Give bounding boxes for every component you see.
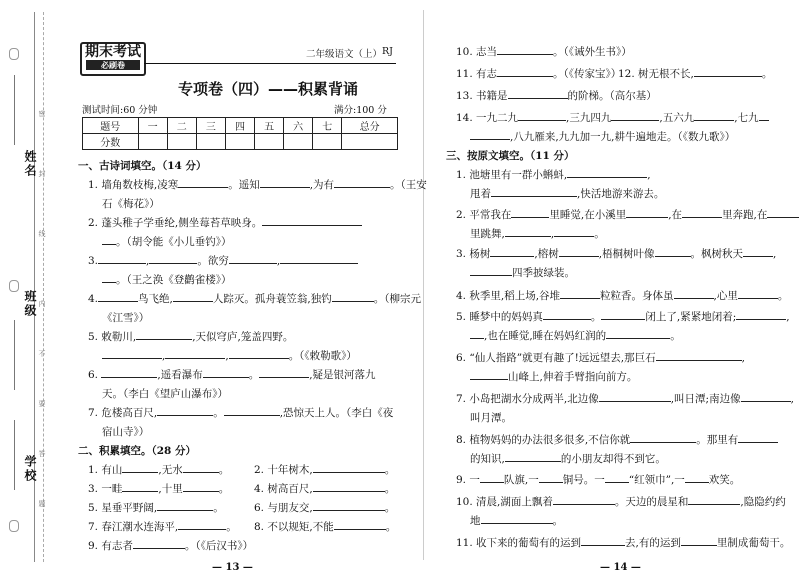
question-line: 3. , 。欲穷 , [88,253,358,268]
edition-label: RJ [382,46,393,57]
answer-blank[interactable] [511,207,549,218]
full-score: 满分:100 分 [334,105,387,116]
answer-blank[interactable] [738,288,778,299]
answer-blank[interactable] [224,405,280,416]
answer-blank[interactable] [229,348,289,359]
answer-blank[interactable] [470,265,512,276]
answer-blank[interactable] [334,519,386,530]
exam-logo: 期末考试 必刷卷 [80,42,146,76]
page-number: — 13 — [212,562,253,573]
answer-blank[interactable] [759,110,769,121]
answer-blank[interactable] [122,481,158,492]
answer-blank[interactable] [102,272,116,283]
score-cell: 三 [196,118,225,134]
test-time: 测试时间:60 分钟 [82,105,158,116]
section-heading: 二、积累填空。（28 分） [78,445,197,457]
answer-blank[interactable] [313,481,385,492]
question-line: 3. 杨树 ,榕树 ,梧桐树叶像 。枫树秋天 , [456,248,777,260]
answer-blank[interactable] [334,177,390,188]
answer-blank[interactable] [98,291,138,302]
question-line: 1. 有山 ,无水 。 [88,464,230,476]
school-write-line[interactable] [14,420,15,490]
question-line: 8. 植物妈妈的办法很多很多,不信你就 。那里有 [456,432,778,447]
answer-blank[interactable] [481,513,553,524]
answer-blank[interactable] [480,472,504,483]
answer-blank[interactable] [694,66,762,77]
binding-hole [9,520,19,532]
seal-char: 线 [38,230,46,237]
score-cell: 总分 [342,118,398,134]
answer-blank[interactable] [491,186,577,197]
question-line: 1. 墙角数枝梅,凌寒 。遥知 ,为有 。（王安 [88,179,427,191]
question-line: 7. 小岛把湖水分成两半,北边像 ,叫日潭;南边像 , [456,393,794,405]
answer-blank[interactable] [262,215,362,226]
question-line: 《江雪》） [102,312,150,324]
score-table-score-row [83,134,398,150]
score-cell: 七 [313,118,342,134]
answer-blank[interactable] [599,391,671,402]
score-input-cell[interactable] [284,134,313,150]
question-line: 2. 平常我在 里睡觉,在小溪里 ,在 里奔跑,在 [456,207,799,222]
score-cell: 四 [225,118,254,134]
binding-hole [9,48,19,60]
answer-blank[interactable] [260,177,310,188]
answer-blank[interactable] [626,207,668,218]
answer-blank[interactable] [601,309,645,320]
question-line: 5. 睡梦中的妈妈真 。 闭上了,紧紧地闭着; , [456,311,790,323]
answer-blank[interactable] [738,432,778,443]
question-line: 11. 收下来的葡萄有的运到 去,有的运到 里制成葡萄干。 [456,537,791,549]
question-line: 12. 树无根不长, 。 [618,68,773,80]
question-line: 10. 志当 。（《诫外生书》） [456,46,632,58]
page-title: 专项卷（四）——积累背诵 [177,80,358,98]
score-input-cell[interactable] [196,134,225,150]
class-label: 班级 [23,290,37,318]
section-heading: 一、古诗词填空。（14 分） [78,160,207,172]
question-line: 3. 一畦 ,十里 。 [88,483,230,495]
answer-blank[interactable] [136,329,192,340]
question-line: ,八九雁来,九九加一九,耕牛遍地走。（《数九歌》） [470,129,735,144]
answer-blank[interactable] [674,288,714,299]
question-line: 4. 秋季里,稻上场,谷堆 粒粒香。身体虽 ,心里 。 [456,290,789,302]
answer-blank[interactable] [559,246,599,257]
name-label: 姓名 [23,150,37,178]
question-line: 7. 危楼高百尺, 。 ,恐惊天上人。（李白《夜 [88,407,394,419]
score-input-cell[interactable] [313,134,342,150]
answer-blank[interactable] [203,367,249,378]
answer-blank[interactable] [656,350,742,361]
question-line: 2. 蓬头稚子学垂纶,侧坐莓苔草映身。 [88,215,362,230]
page-divider [423,10,424,560]
answer-blank[interactable] [102,234,116,245]
school-label: 学校 [23,455,37,483]
answer-blank[interactable] [682,207,722,218]
answer-blank[interactable] [157,405,213,416]
binding-hole [9,280,19,292]
answer-blank[interactable] [178,177,228,188]
answer-blank[interactable] [259,367,309,378]
answer-blank[interactable] [518,110,566,121]
question-line: 叫月潭。 [470,412,512,424]
question-line: 。（胡令能《小儿垂钓》） [102,234,232,249]
answer-blank[interactable] [655,246,691,257]
score-input-cell[interactable] [167,134,196,150]
question-line: 。（王之涣《登鹳雀楼》） [102,272,232,287]
question-line: 9. 有志者 。（《后汉书》） [88,540,254,552]
binding-margin [0,0,62,580]
class-write-line[interactable] [14,320,15,390]
answer-blank[interactable] [767,207,799,218]
seal-char: 答 [38,450,46,457]
answer-blank[interactable] [741,391,791,402]
question-line: 2. 十年树木, 。 [254,464,396,476]
seal-char: 内 [38,300,46,307]
answer-blank[interactable] [133,538,185,549]
question-line: 的知识, 的小朋友却得不到它。 [470,453,666,465]
page-number: — 14 — [600,562,641,573]
question-line: 四季披绿装。 [470,265,575,280]
question-line: 4. 树高百尺, 。 [254,483,396,495]
answer-blank[interactable] [736,309,786,320]
answer-blank[interactable] [611,110,659,121]
name-write-line[interactable] [14,75,15,145]
answer-blank[interactable] [332,291,374,302]
answer-blank[interactable] [505,226,551,237]
score-input-cell[interactable] [342,134,398,150]
answer-blank[interactable] [497,66,553,77]
score-input-cell[interactable] [255,134,284,150]
question-line: 天。（李白《望庐山瀑布》） [102,388,228,400]
score-cell: 一 [138,118,167,134]
answer-blank[interactable] [165,348,225,359]
answer-blank[interactable] [313,462,385,473]
answer-blank[interactable] [183,462,219,473]
score-cell: 分数 [83,134,139,150]
answer-blank[interactable] [688,494,740,505]
answer-blank[interactable] [567,167,647,178]
answer-blank[interactable] [470,129,510,140]
answer-blank[interactable] [490,246,534,257]
question-line: 地 。 [470,515,563,527]
score-input-cell[interactable] [225,134,254,150]
answer-blank[interactable] [554,226,594,237]
question-line: 1. 池塘里有一群小蝌蚪, , [456,169,651,181]
header-rule [144,63,396,64]
answer-blank[interactable] [581,535,625,546]
answer-blank[interactable] [149,253,197,264]
section-heading: 三、按原文填空。（11 分） [446,150,575,162]
answer-blank[interactable] [157,500,213,511]
question-line: 山峰上,伸着手臂指向前方。 [470,369,637,384]
seal-line [43,12,44,562]
question-line: 6. 与朋友交, 。 [254,502,396,514]
question-line: 4. 鸟飞绝, 人踪灭。孤舟蓑笠翁,独钓 。（柳宗元 [88,293,421,305]
answer-blank[interactable] [280,253,358,264]
answer-blank[interactable] [605,472,629,483]
answer-blank[interactable] [173,291,213,302]
answer-blank[interactable] [122,462,158,473]
question-line: 13. 书籍是 的阶梯。（高尔基） [456,90,657,102]
question-line: 11. 有志 。（《传家宝》） [456,68,622,80]
answer-blank[interactable] [313,500,385,511]
seal-char: 密 [38,110,46,117]
score-table-header-row [83,118,398,134]
answer-blank[interactable] [505,451,561,462]
question-line: 5. 星垂平野阔, 。 [88,502,224,514]
answer-blank[interactable] [606,328,670,339]
score-cell: 六 [284,118,313,134]
answer-blank[interactable] [101,367,157,378]
answer-blank[interactable] [508,88,568,99]
seal-char: 封 [38,170,46,177]
grade-label: 二年级语文（上） [306,49,383,60]
answer-blank[interactable] [178,519,226,530]
seal-char: 要 [38,400,46,407]
score-cell: 五 [255,118,284,134]
score-cell: 题号 [83,118,139,134]
answer-blank[interactable] [685,472,709,483]
question-line: 6. “仙人指路”就更有趣了!远远望去,那巨石 , [456,352,745,364]
question-line: 里跳舞, , 。 [470,228,605,240]
answer-blank[interactable] [229,253,277,264]
score-input-cell[interactable] [138,134,167,150]
answer-blank[interactable] [102,348,162,359]
answer-blank[interactable] [470,328,484,339]
question-line: 5. 敕勒川, ,天似穹庐,笼盖四野。 [88,331,294,343]
question-line: 石《梅花》） [102,198,160,210]
seal-char: 不 [38,350,46,357]
answer-blank[interactable] [743,246,773,257]
question-line: ,也在睡觉,睡在妈妈红润的 。 [470,328,681,343]
question-line: 6. ,遥看瀑布 。 ,疑是银河落九 [88,369,376,381]
answer-blank[interactable] [560,288,600,299]
score-cell: 二 [167,118,196,134]
answer-blank[interactable] [543,309,591,320]
answer-blank[interactable] [553,494,615,505]
question-line: 7. 春江潮水连海平, 。 [88,521,237,533]
answer-blank[interactable] [497,44,553,55]
answer-blank[interactable] [98,253,146,264]
answer-blank[interactable] [694,110,734,121]
question-line: 14. 一九二九 ,三九四九 ,五六九 ,七九 [456,110,769,125]
answer-blank[interactable] [630,432,696,443]
answer-blank[interactable] [681,535,717,546]
answer-blank[interactable] [183,481,219,492]
question-line: 宿山寺》） [102,426,150,438]
question-line: 9. 一 队旗,一 铜号。一 “红领巾”,一 欢笑。 [456,474,741,486]
question-line: , , 。（《敕勒歌》） [102,348,357,363]
score-table [82,117,398,150]
question-line: 甩着 ,快活地游来游去。 [470,188,665,200]
seal-char: 题 [38,500,46,507]
question-line: 10. 清晨,湖面上飘着 。天边的晨星和 ,隐隐约约 [456,496,786,508]
answer-blank[interactable] [539,472,563,483]
question-line: 8. 不以规矩,不能 。 [254,521,397,533]
answer-blank[interactable] [470,369,508,380]
